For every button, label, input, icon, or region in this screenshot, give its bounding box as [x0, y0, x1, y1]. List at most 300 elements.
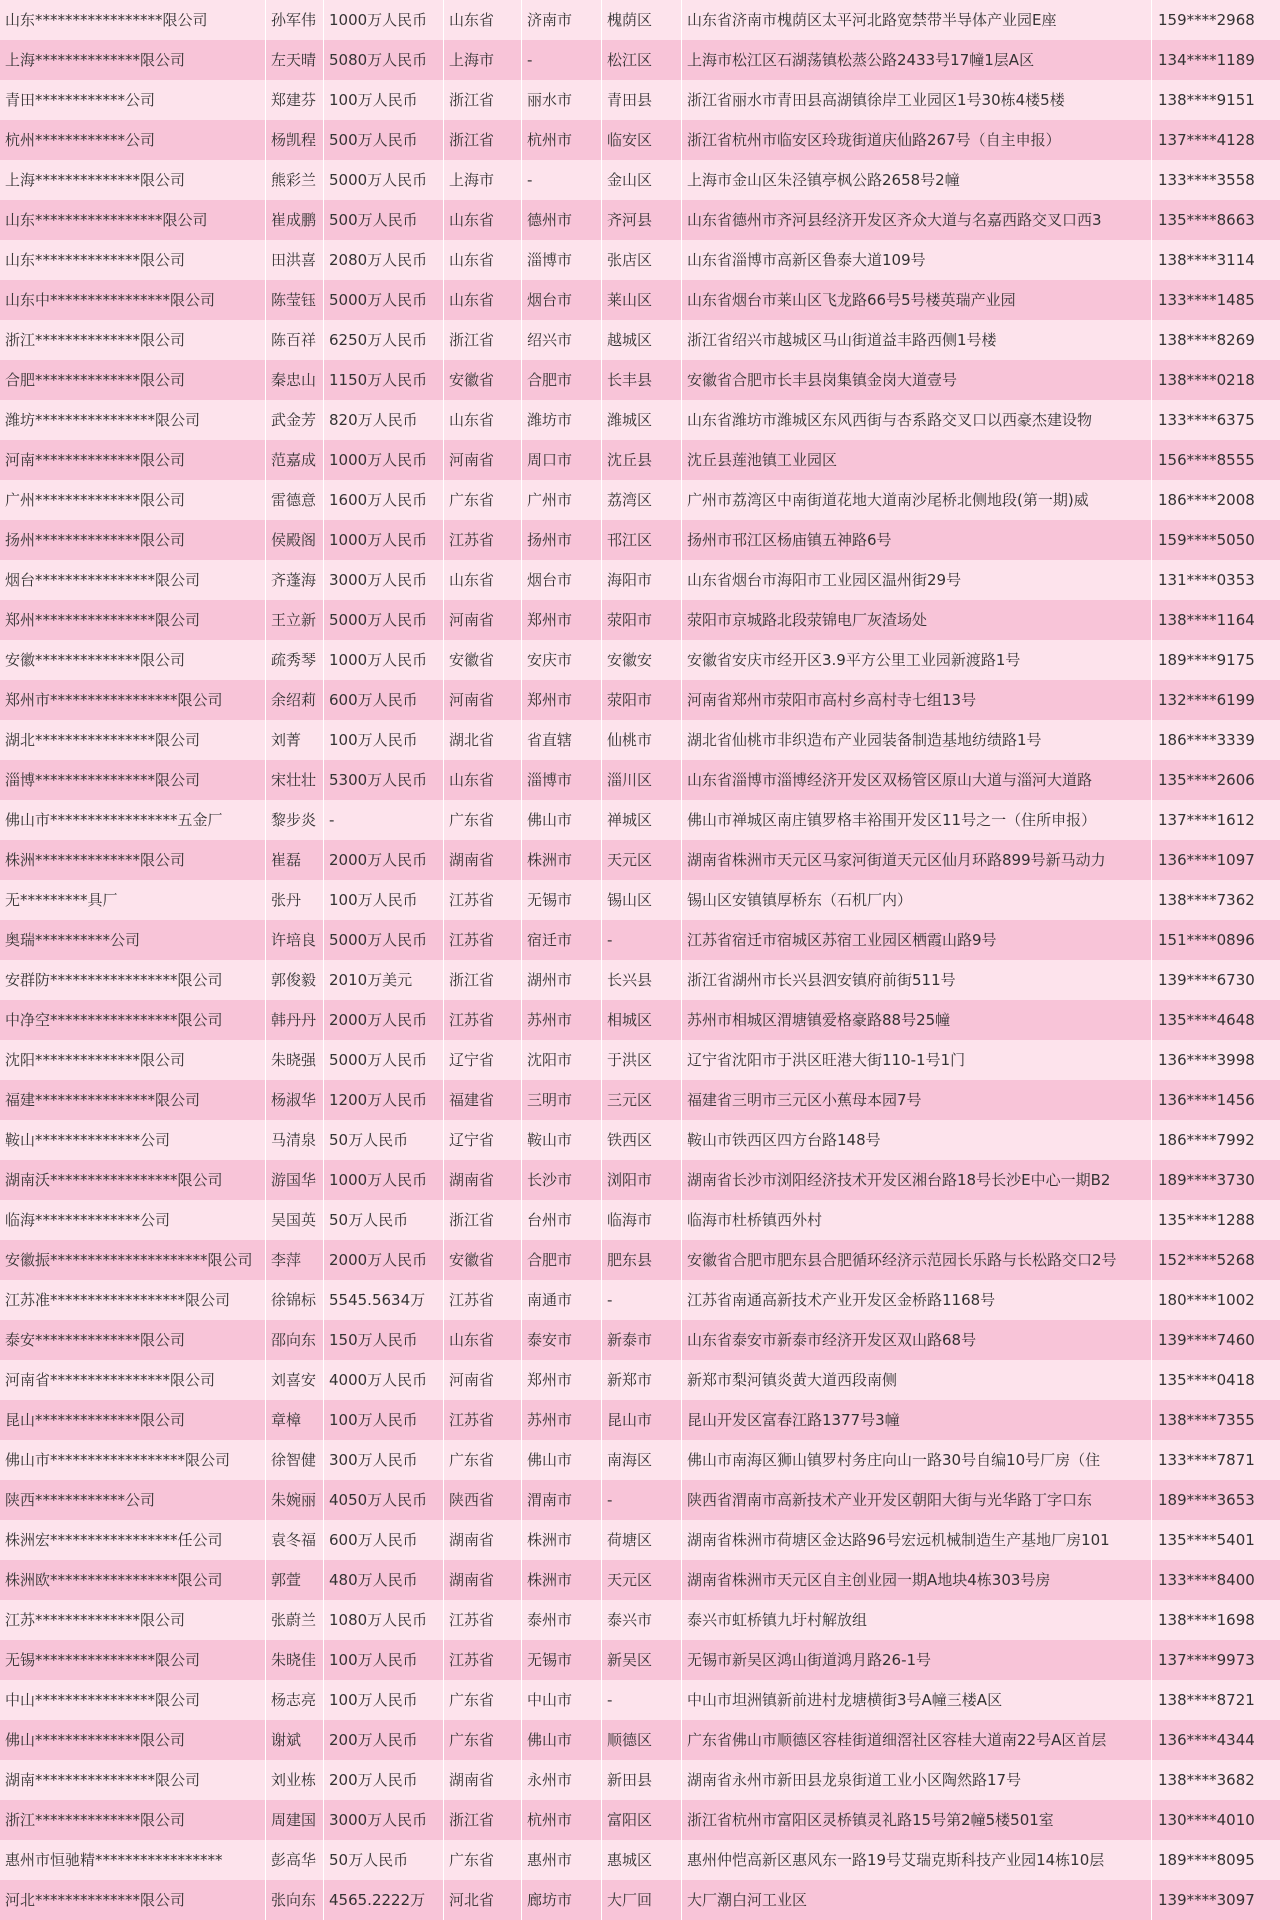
province-cell: 湖南省	[443, 1520, 521, 1560]
table-row	[0, 440, 1280, 480]
company-cell: 广州**************限公司	[5, 491, 186, 509]
district-cell: 长丰县	[601, 360, 681, 400]
address-cell: 泰兴市虹桥镇九圩村解放组	[681, 1600, 1151, 1640]
address-cell: 辽宁省沈阳市于洪区旺港大街110-1号1门	[681, 1040, 1151, 1080]
district-cell: 临安区	[601, 120, 681, 160]
company-cell: 佛山**************限公司	[5, 1731, 186, 1749]
province-cell: 广东省	[443, 1440, 521, 1480]
company-cell: 佛山市******************限公司	[5, 1451, 231, 1469]
province-cell: 福建省	[443, 1080, 521, 1120]
phone-cell: 136****3998	[1151, 1040, 1280, 1080]
district-cell: -	[601, 920, 681, 960]
table-row	[0, 1760, 1280, 1800]
province-cell: 河南省	[443, 600, 521, 640]
company-cell: 泰安**************限公司	[5, 1331, 186, 1349]
address-cell: 浙江省丽水市青田县高湖镇徐岸工业园区1号30栋4楼5楼	[681, 80, 1151, 120]
district-cell: -	[601, 1680, 681, 1720]
table-row	[0, 1600, 1280, 1640]
capital-cell: 200万人民币	[323, 1720, 443, 1760]
person-cell: 齐蓬海	[265, 560, 323, 600]
city-cell: 沈阳市	[521, 1040, 601, 1080]
address-cell: 新郑市梨河镇炎黄大道西段南侧	[681, 1360, 1151, 1400]
city-cell: 扬州市	[521, 520, 601, 560]
phone-cell: 186****2008	[1151, 480, 1280, 520]
person-cell: 黎步炎	[265, 800, 323, 840]
district-cell: 昆山市	[601, 1400, 681, 1440]
district-cell: 于洪区	[601, 1040, 681, 1080]
capital-cell: 1000万人民币	[323, 440, 443, 480]
address-cell: 湖南省株洲市天元区马家河街道天元区仙月环路899号新马动力	[681, 840, 1151, 880]
table-row	[0, 1040, 1280, 1080]
phone-cell: 159****2968	[1151, 0, 1280, 40]
province-cell: 山东省	[443, 560, 521, 600]
district-cell: 大厂回	[601, 1880, 681, 1920]
province-cell: 湖南省	[443, 1560, 521, 1600]
district-cell: 沈丘县	[601, 440, 681, 480]
table-row	[0, 1200, 1280, 1240]
district-cell: 富阳区	[601, 1800, 681, 1840]
city-cell: 佛山市	[521, 800, 601, 840]
address-cell: 浙江省杭州市临安区玲珑街道庆仙路267号（自主申报）	[681, 120, 1151, 160]
province-cell: 山东省	[443, 400, 521, 440]
address-cell: 临海市杜桥镇西外村	[681, 1200, 1151, 1240]
person-cell: 熊彩兰	[265, 160, 323, 200]
address-cell: 安徽省合肥市长丰县岗集镇金岗大道壹号	[681, 360, 1151, 400]
company-cell: 安徽振*********************限公司	[5, 1251, 253, 1269]
district-cell: 松江区	[601, 40, 681, 80]
person-cell: 周建国	[265, 1800, 323, 1840]
province-cell: 河南省	[443, 680, 521, 720]
person-cell: 朱晓强	[265, 1040, 323, 1080]
person-cell: 田洪喜	[265, 240, 323, 280]
table-row	[0, 360, 1280, 400]
person-cell: 吴国英	[265, 1200, 323, 1240]
district-cell: 荥阳市	[601, 680, 681, 720]
district-cell: 海阳市	[601, 560, 681, 600]
capital-cell: 820万人民币	[323, 400, 443, 440]
company-cell: 浙江**************限公司	[5, 331, 186, 349]
province-cell: 河南省	[443, 1360, 521, 1400]
address-cell: 浙江省湖州市长兴县泗安镇府前街511号	[681, 960, 1151, 1000]
capital-cell: 4000万人民币	[323, 1360, 443, 1400]
company-cell: 浙江**************限公司	[5, 1811, 186, 1829]
person-cell: 谢斌	[265, 1720, 323, 1760]
capital-cell: 5000万人民币	[323, 920, 443, 960]
person-cell: 刘菁	[265, 720, 323, 760]
city-cell: 宿迁市	[521, 920, 601, 960]
address-cell: 山东省济南市槐荫区太平河北路宽禁带半导体产业园E座	[681, 0, 1151, 40]
address-cell: 山东省潍坊市潍城区东风西街与杏系路交叉口以西豪杰建设物	[681, 400, 1151, 440]
phone-cell: 189****3730	[1151, 1160, 1280, 1200]
address-cell: 上海市松江区石湖荡镇松蒸公路2433号17幢1层A区	[681, 40, 1151, 80]
district-cell: 齐河县	[601, 200, 681, 240]
district-cell: 铁西区	[601, 1120, 681, 1160]
province-cell: 广东省	[443, 800, 521, 840]
capital-cell: 100万人民币	[323, 880, 443, 920]
city-cell: 济南市	[521, 0, 601, 40]
city-cell: 丽水市	[521, 80, 601, 120]
province-cell: 山东省	[443, 200, 521, 240]
phone-cell: 138****7362	[1151, 880, 1280, 920]
address-cell: 惠州仲恺高新区惠风东一路19号艾瑞克斯科技产业园14栋10层	[681, 1840, 1151, 1880]
district-cell: 邗江区	[601, 520, 681, 560]
table-row	[0, 800, 1280, 840]
capital-cell: 100万人民币	[323, 1680, 443, 1720]
capital-cell: 100万人民币	[323, 720, 443, 760]
phone-cell: 135****4648	[1151, 1000, 1280, 1040]
address-cell: 安徽省安庆市经开区3.9平方公里工业园新渡路1号	[681, 640, 1151, 680]
person-cell: 朱晓佳	[265, 1640, 323, 1680]
phone-cell: 136****1456	[1151, 1080, 1280, 1120]
district-cell: -	[601, 1480, 681, 1520]
table-row	[0, 1280, 1280, 1320]
address-cell: 福建省三明市三元区小蕉母本园7号	[681, 1080, 1151, 1120]
table-row	[0, 1160, 1280, 1200]
table-row	[0, 1680, 1280, 1720]
city-cell: 烟台市	[521, 280, 601, 320]
person-cell: 侯殿阁	[265, 520, 323, 560]
province-cell: 江苏省	[443, 920, 521, 960]
person-cell: 张丹	[265, 880, 323, 920]
district-cell: 浏阳市	[601, 1160, 681, 1200]
person-cell: 王立新	[265, 600, 323, 640]
company-cell: 无*********具厂	[5, 891, 118, 909]
city-cell: -	[521, 40, 601, 80]
capital-cell: 2080万人民币	[323, 240, 443, 280]
phone-cell: 138****1698	[1151, 1600, 1280, 1640]
company-cell: 山东**************限公司	[5, 251, 186, 269]
company-cell: 烟台****************限公司	[5, 571, 201, 589]
person-cell: 章樟	[265, 1400, 323, 1440]
province-cell: 江苏省	[443, 1640, 521, 1680]
company-cell: 扬州**************限公司	[5, 531, 186, 549]
phone-cell: 139****6730	[1151, 960, 1280, 1000]
province-cell: 山东省	[443, 1320, 521, 1360]
phone-cell: 133****7871	[1151, 1440, 1280, 1480]
address-cell: 大厂潮白河工业区	[681, 1880, 1151, 1920]
capital-cell: 1150万人民币	[323, 360, 443, 400]
company-cell: 淄博****************限公司	[5, 771, 201, 789]
phone-cell: 137****4128	[1151, 120, 1280, 160]
phone-cell: 151****0896	[1151, 920, 1280, 960]
phone-cell: 130****4010	[1151, 1800, 1280, 1840]
city-cell: 佛山市	[521, 1720, 601, 1760]
table-row	[0, 1800, 1280, 1840]
district-cell: 锡山区	[601, 880, 681, 920]
province-cell: 江苏省	[443, 520, 521, 560]
company-cell: 中山****************限公司	[5, 1691, 201, 1709]
person-cell: 左天晴	[265, 40, 323, 80]
province-cell: 湖南省	[443, 840, 521, 880]
capital-cell: 1600万人民币	[323, 480, 443, 520]
city-cell: 省直辖	[521, 720, 601, 760]
address-cell: 河南省郑州市荥阳市高村乡高村寺七组13号	[681, 680, 1151, 720]
person-cell: 陈百祥	[265, 320, 323, 360]
province-cell: 河北省	[443, 1880, 521, 1920]
capital-cell: 2010万美元	[323, 960, 443, 1000]
province-cell: 上海市	[443, 160, 521, 200]
company-cell: 山东中****************限公司	[5, 291, 216, 309]
phone-cell: 189****9175	[1151, 640, 1280, 680]
phone-cell: 133****1485	[1151, 280, 1280, 320]
district-cell: 越城区	[601, 320, 681, 360]
company-cell: 上海**************限公司	[5, 51, 186, 69]
person-cell: 杨淑华	[265, 1080, 323, 1120]
phone-cell: 135****5401	[1151, 1520, 1280, 1560]
address-cell: 沈丘县莲池镇工业园区	[681, 440, 1151, 480]
address-cell: 山东省烟台市莱山区飞龙路66号5号楼英瑞产业园	[681, 280, 1151, 320]
city-cell: 淄博市	[521, 240, 601, 280]
city-cell: 郑州市	[521, 1360, 601, 1400]
person-cell: 马清泉	[265, 1120, 323, 1160]
district-cell: 相城区	[601, 1000, 681, 1040]
province-cell: 湖北省	[443, 720, 521, 760]
province-cell: 安徽省	[443, 1240, 521, 1280]
table-row	[0, 960, 1280, 1000]
city-cell: 烟台市	[521, 560, 601, 600]
table-row	[0, 1440, 1280, 1480]
province-cell: 江苏省	[443, 1000, 521, 1040]
city-cell: 郑州市	[521, 600, 601, 640]
company-cell: 河南**************限公司	[5, 451, 186, 469]
phone-cell: 133****8400	[1151, 1560, 1280, 1600]
city-cell: 湖州市	[521, 960, 601, 1000]
capital-cell: 4565.2222万	[323, 1880, 443, 1920]
address-cell: 上海市金山区朱泾镇亭枫公路2658号2幢	[681, 160, 1151, 200]
person-cell: 张蔚兰	[265, 1600, 323, 1640]
company-cell: 临海**************公司	[5, 1211, 171, 1229]
province-cell: 浙江省	[443, 80, 521, 120]
capital-cell: 5080万人民币	[323, 40, 443, 80]
table-row	[0, 680, 1280, 720]
table-row	[0, 600, 1280, 640]
address-cell: 扬州市邗江区杨庙镇五神路6号	[681, 520, 1151, 560]
phone-cell: 152****5268	[1151, 1240, 1280, 1280]
capital-cell: 50万人民币	[323, 1840, 443, 1880]
district-cell: 长兴县	[601, 960, 681, 1000]
table-row	[0, 480, 1280, 520]
table-row	[0, 640, 1280, 680]
province-cell: 浙江省	[443, 1800, 521, 1840]
province-cell: 浙江省	[443, 320, 521, 360]
phone-cell: 139****3097	[1151, 1880, 1280, 1920]
capital-cell: 100万人民币	[323, 1400, 443, 1440]
city-cell: 杭州市	[521, 1800, 601, 1840]
table-row	[0, 1480, 1280, 1520]
province-cell: 湖南省	[443, 1160, 521, 1200]
province-cell: 山东省	[443, 280, 521, 320]
city-cell: 合肥市	[521, 1240, 601, 1280]
province-cell: 江苏省	[443, 880, 521, 920]
table-row	[0, 1720, 1280, 1760]
district-cell: 禅城区	[601, 800, 681, 840]
address-cell: 湖南省株洲市天元区自主创业园一期A地块4栋303号房	[681, 1560, 1151, 1600]
city-cell: 合肥市	[521, 360, 601, 400]
table-row	[0, 1640, 1280, 1680]
phone-cell: 156****8555	[1151, 440, 1280, 480]
capital-cell: 6250万人民币	[323, 320, 443, 360]
city-cell: 泰安市	[521, 1320, 601, 1360]
city-cell: 周口市	[521, 440, 601, 480]
address-cell: 江苏省南通高新技术产业开发区金桥路1168号	[681, 1280, 1151, 1320]
company-cell: 沈阳**************限公司	[5, 1051, 186, 1069]
capital-cell: 1000万人民币	[323, 1160, 443, 1200]
table-row	[0, 840, 1280, 880]
city-cell: 郑州市	[521, 680, 601, 720]
address-cell: 鞍山市铁西区四方台路148号	[681, 1120, 1151, 1160]
phone-cell: 135****0418	[1151, 1360, 1280, 1400]
table-row	[0, 880, 1280, 920]
address-cell: 湖南省株洲市荷塘区金达路96号宏远机械制造生产基地厂房101	[681, 1520, 1151, 1560]
person-cell: 徐智健	[265, 1440, 323, 1480]
province-cell: 上海市	[443, 40, 521, 80]
province-cell: 辽宁省	[443, 1040, 521, 1080]
capital-cell: 5000万人民币	[323, 160, 443, 200]
district-cell: 安徽安	[601, 640, 681, 680]
table-row	[0, 1120, 1280, 1160]
person-cell: 韩丹丹	[265, 1000, 323, 1040]
district-cell: 新郑市	[601, 1360, 681, 1400]
person-cell: 疏秀琴	[265, 640, 323, 680]
province-cell: 广东省	[443, 1680, 521, 1720]
city-cell: 潍坊市	[521, 400, 601, 440]
table-row	[0, 1520, 1280, 1560]
company-cell: 江苏**************限公司	[5, 1611, 186, 1629]
district-cell: 南海区	[601, 1440, 681, 1480]
district-cell: 荷塘区	[601, 1520, 681, 1560]
address-cell: 湖南省长沙市浏阳经济技术开发区湘台路18号长沙E中心一期B2	[681, 1160, 1151, 1200]
capital-cell: 150万人民币	[323, 1320, 443, 1360]
address-cell: 荥阳市京城路北段荥锦电厂灰渣场处	[681, 600, 1151, 640]
city-cell: 南通市	[521, 1280, 601, 1320]
table-row	[0, 1080, 1280, 1120]
person-cell: 宋壮壮	[265, 760, 323, 800]
city-cell: 台州市	[521, 1200, 601, 1240]
address-cell: 江苏省宿迁市宿城区苏宿工业园区栖霞山路9号	[681, 920, 1151, 960]
table-row	[0, 1880, 1280, 1920]
phone-cell: 180****1002	[1151, 1280, 1280, 1320]
phone-cell: 138****0218	[1151, 360, 1280, 400]
company-cell: 湖北****************限公司	[5, 731, 201, 749]
company-cell: 潍坊****************限公司	[5, 411, 201, 429]
phone-cell: 138****3682	[1151, 1760, 1280, 1800]
table-row	[0, 160, 1280, 200]
person-cell: 刘业栋	[265, 1760, 323, 1800]
address-cell: 安徽省合肥市肥东县合肥循环经济示范园长乐路与长松路交口2号	[681, 1240, 1151, 1280]
person-cell: 杨凯程	[265, 120, 323, 160]
district-cell: 新田县	[601, 1760, 681, 1800]
phone-cell: 138****8269	[1151, 320, 1280, 360]
table-row	[0, 1240, 1280, 1280]
table-row	[0, 120, 1280, 160]
phone-cell: 159****5050	[1151, 520, 1280, 560]
table-row	[0, 1840, 1280, 1880]
table-row	[0, 920, 1280, 960]
company-cell: 山东*****************限公司	[5, 211, 208, 229]
person-cell: 朱婉丽	[265, 1480, 323, 1520]
province-cell: 浙江省	[443, 120, 521, 160]
capital-cell: 5000万人民币	[323, 1040, 443, 1080]
province-cell: 陕西省	[443, 1480, 521, 1520]
district-cell: 天元区	[601, 1560, 681, 1600]
person-cell: 李萍	[265, 1240, 323, 1280]
address-cell: 山东省泰安市新泰市经济开发区双山路68号	[681, 1320, 1151, 1360]
company-cell: 株洲宏*****************任公司	[5, 1531, 223, 1549]
city-cell: 渭南市	[521, 1480, 601, 1520]
phone-cell: 135****1288	[1151, 1200, 1280, 1240]
table-row	[0, 1360, 1280, 1400]
address-cell: 浙江省绍兴市越城区马山街道益丰路西侧1号楼	[681, 320, 1151, 360]
city-cell: 株洲市	[521, 840, 601, 880]
company-cell: 河南省****************限公司	[5, 1371, 216, 1389]
city-cell: 苏州市	[521, 1000, 601, 1040]
capital-cell: 200万人民币	[323, 1760, 443, 1800]
phone-cell: 131****0353	[1151, 560, 1280, 600]
person-cell: 余绍莉	[265, 680, 323, 720]
company-cell: 安徽**************限公司	[5, 651, 186, 669]
phone-cell: 132****6199	[1151, 680, 1280, 720]
capital-cell: 1200万人民币	[323, 1080, 443, 1120]
person-cell: 孙军伟	[265, 0, 323, 40]
district-cell: 莱山区	[601, 280, 681, 320]
province-cell: 山东省	[443, 240, 521, 280]
district-cell: 槐荫区	[601, 0, 681, 40]
phone-cell: 138****7355	[1151, 1400, 1280, 1440]
phone-cell: 139****7460	[1151, 1320, 1280, 1360]
district-cell: 临海市	[601, 1200, 681, 1240]
address-cell: 佛山市南海区狮山镇罗村务庄向山一路30号自编10号厂房（住	[681, 1440, 1151, 1480]
phone-cell: 135****2606	[1151, 760, 1280, 800]
table-row	[0, 40, 1280, 80]
province-cell: 山东省	[443, 0, 521, 40]
address-cell: 佛山市禅城区南庄镇罗格丰裕围开发区11号之一（住所申报）	[681, 800, 1151, 840]
city-cell: 苏州市	[521, 1400, 601, 1440]
capital-cell: 1000万人民币	[323, 0, 443, 40]
person-cell: 郭俊毅	[265, 960, 323, 1000]
capital-cell: 5000万人民币	[323, 600, 443, 640]
city-cell: 惠州市	[521, 1840, 601, 1880]
phone-cell: 186****3339	[1151, 720, 1280, 760]
province-cell: 湖南省	[443, 1760, 521, 1800]
province-cell: 浙江省	[443, 1200, 521, 1240]
district-cell: 青田县	[601, 80, 681, 120]
phone-cell: 135****8663	[1151, 200, 1280, 240]
city-cell: 淄博市	[521, 760, 601, 800]
company-cell: 山东*****************限公司	[5, 11, 208, 29]
city-cell: 绍兴市	[521, 320, 601, 360]
address-cell: 无锡市新吴区鸿山街道鸿月路26-1号	[681, 1640, 1151, 1680]
city-cell: 株洲市	[521, 1520, 601, 1560]
capital-cell: 300万人民币	[323, 1440, 443, 1480]
table-row	[0, 1400, 1280, 1440]
person-cell: 刘喜安	[265, 1360, 323, 1400]
company-cell: 福建****************限公司	[5, 1091, 201, 1109]
person-cell: 崔成鹏	[265, 200, 323, 240]
province-cell: 江苏省	[443, 1600, 521, 1640]
phone-cell: 138****1164	[1151, 600, 1280, 640]
phone-cell: 186****7992	[1151, 1120, 1280, 1160]
capital-cell: 5545.5634万	[323, 1280, 443, 1320]
phone-cell: 136****1097	[1151, 840, 1280, 880]
city-cell: 中山市	[521, 1680, 601, 1720]
address-cell: 浙江省杭州市富阳区灵桥镇灵礼路15号第2幢5楼501室	[681, 1800, 1151, 1840]
table-row	[0, 1000, 1280, 1040]
capital-cell: 3000万人民币	[323, 1800, 443, 1840]
person-cell: 彭高华	[265, 1840, 323, 1880]
capital-cell: 600万人民币	[323, 1520, 443, 1560]
province-cell: 安徽省	[443, 640, 521, 680]
company-cell: 安群防*****************限公司	[5, 971, 223, 989]
